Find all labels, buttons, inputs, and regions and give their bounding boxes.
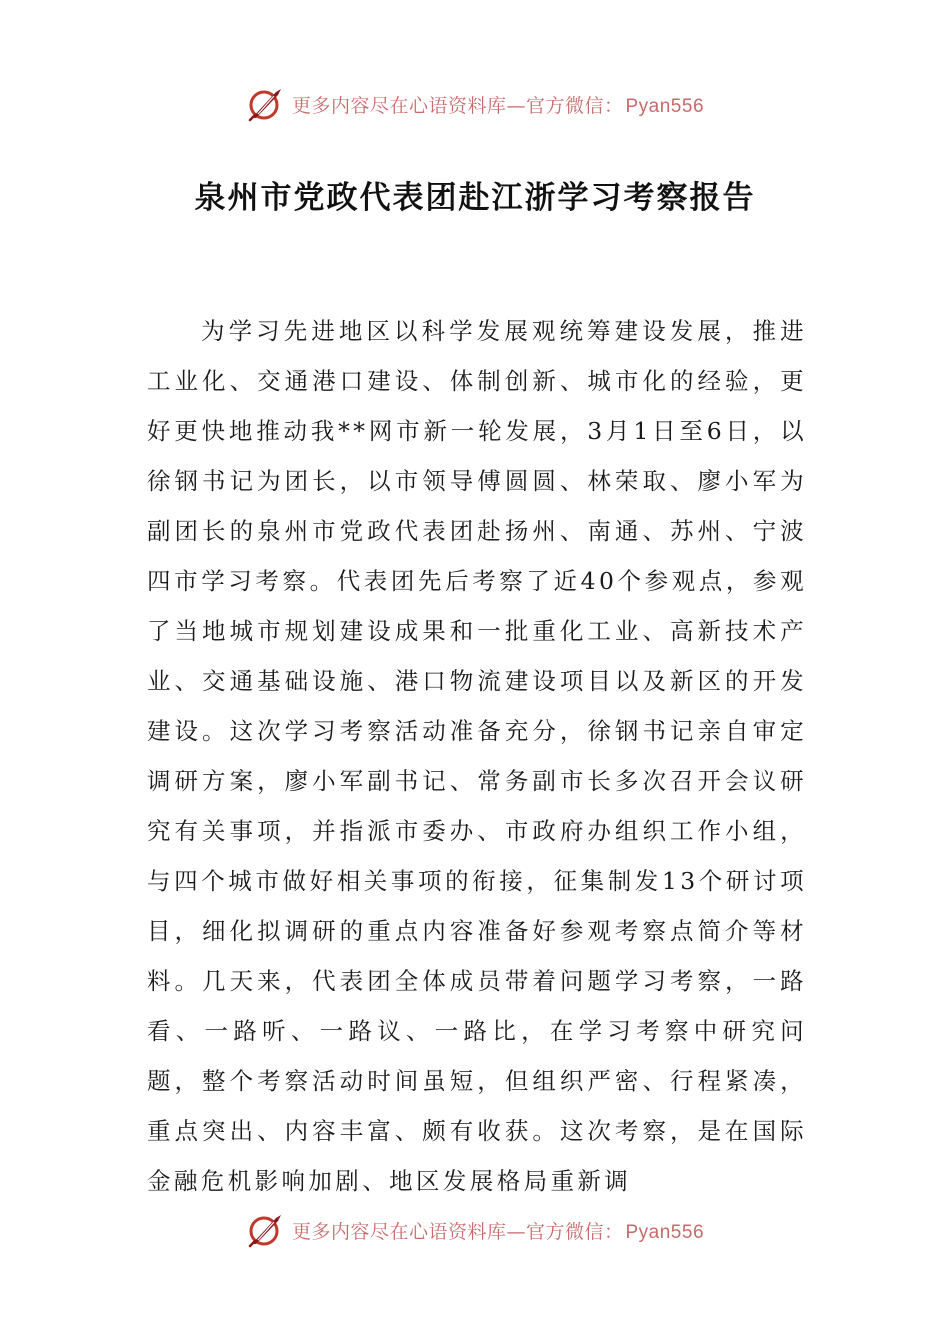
wechat-id: Pyan556 [625,1221,705,1243]
banner-slogan: 更多内容尽在心语资料库—官方微信： [291,1220,624,1243]
banner-text [292,1217,704,1244]
quill-pen-logo-icon [246,84,286,124]
banner-text [292,91,704,118]
banner-slogan: 更多内容尽在心语资料库—官方微信： [291,94,624,117]
quill-pen-logo-icon [246,1210,286,1250]
footer-banner [0,1208,950,1252]
body-paragraph: 为学习先进地区以科学发展观统筹建设发展，推进工业化、交通港口建设、体制创新、城市化的经验，更好更快地推动我**网市新一轮发展，3月1日至6日，以徐钢书记为团长，以市领导傅圆圆、林荣取、廖小军为副团长的泉州市党政代表团赴扬州、南通、苏州、宁波四市学习考察。代表团先后考察了近40个参观点，参观了当地城市规划建设成果和一批重化工业、高新技术产业、交通基础设施、港口物流建设项目以及新区的开发建设。这次学习考察活动准备充分，徐钢书记亲自审定调研方案，廖小军副书记、常务副市长多次召开会议研究有关事项，并指派市委办、市政府办组织工作小组，与四个城市做好相关事项的衔接，征集制发13个研讨项目，细化拟调研的重点内容准备好参观考察点简介等材料。几天来，代表团全体成员带着问题学习考察，一路看、一路听、一路议、一路比，在学习考察中研究问题，整个考察活动时间虽短，但组织严密、行程紧凑，重点突出、内容丰富、颇有收获。这次考察，是在国际金融危机影响加剧、地区发展格局重新调 [147,317,807,1195]
header-banner [0,82,950,126]
wechat-id: Pyan556 [625,95,705,117]
document-title: 泉州市党政代表团赴江浙学习考察报告 [194,180,756,216]
